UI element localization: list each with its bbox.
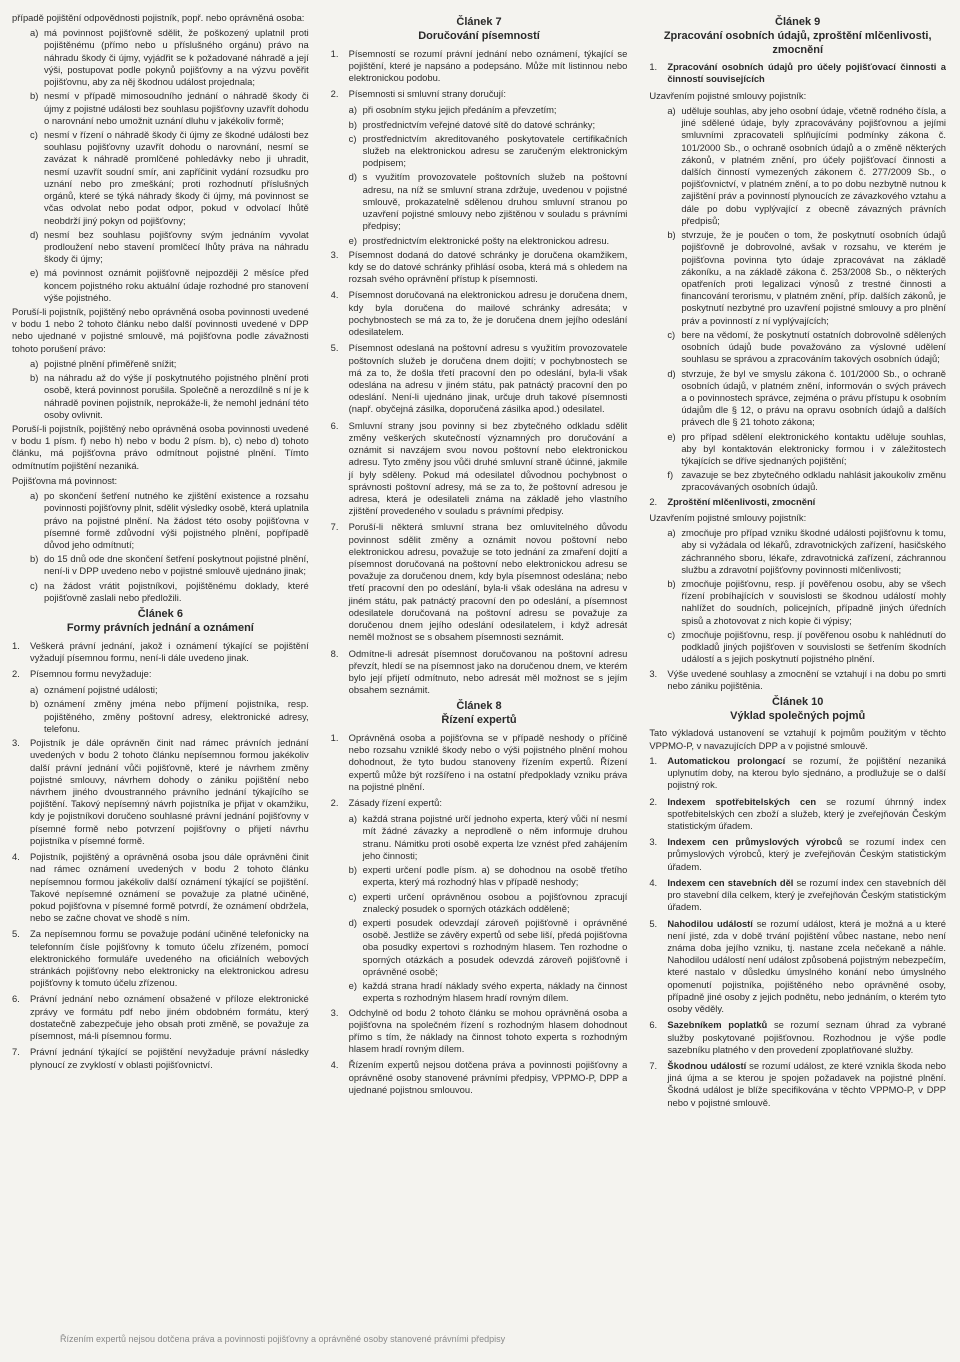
section: 4. Pojistník, pojištěný a oprávněná osoba jsou dále oprávněni činit nad rámec oznámení uvedených v bodu 2 tohoto článku nepísemnou formou jakékoliv další oznámení týkající se pojištění. Takové nepísemné oznámení se považuje za platné učiněné, pokud pojišťovna v písemné formě potvrdí, že oznámení obdržela, nebo se začne chovat ve shodě s ním. <box>12 851 309 924</box>
section: 3. Písemnost dodaná do datové schránky je doručena okamžikem, kdy se do datové schránky přihlásí osoba, která má s ohledem na rozsah svého oprávnění přístup k písemnosti. <box>330 248 628 285</box>
list-item: d) nesmí bez souhlasu pojišťovny svým jednáním vyvolat prodloužení nebo stavení promlčecí lhůty práva na náhradu škody či újmy; <box>30 228 309 265</box>
list-item: d) experti posudek odevzdají zároveň pojišťovně i oprávněné osobě. Jestliže se závěry expertů od sebe liší, předá pojišťovna oba posudky expertovi s rozhodným hlasem. Ten rozhodne o sporných otázkách a posudek odevzdá zároveň pojišťovně i oprávněné osobě; <box>348 917 628 977</box>
text-columns <box>12 12 946 1312</box>
page-footer: Řízením expertů nejsou dotčena práva a povinnosti pojišťovny a oprávněné osoby stanovené právními předpisy <box>60 1334 506 1344</box>
list-item: b) do 15 dnů ode dne skončení šetření poskytnout pojistné plnění, není-li v DPP uvedeno nebo v pojistné smlouvě ujednáno jinak; <box>30 553 309 577</box>
list-item: b) prostřednictvím veřejné datové sítě do datové schránky; <box>348 118 596 130</box>
article-7-heading: Článek 7 Doručování písemností <box>418 16 540 42</box>
section: 3. Výše uvedené souhlasy a zmocnění se vztahují i na dobu po smrti nebo zániku pojištěnia. <box>649 667 947 691</box>
paragraph: Poruší-li pojistník, pojištěný nebo oprávněná osoba povinnosti uvedené v bodu 1 písm. f) nebo h) nebo v bodu 2 písm. b), c) nebo d) tohoto článku, má pojišťovna právo odmítnout pojistné plnění. Tímto odmítnutím pojištění nezaniká. <box>12 423 309 471</box>
definition: 4. Indexem cen stavebních děl se rozumí index cen stavebních děl pro stavební díla celkem, který je zveřejňován Českým statistickým úřadem. <box>649 876 947 913</box>
definition: 3. Indexem cen průmyslových výrobců se rozumí index cen průmyslových výrobců, který je zveřejňován Českým statistickým úřadem. <box>649 836 947 872</box>
list-item: a) zmocňuje pro případ vzniku škodné události pojišťovnu k tomu, aby si vyžádala od lékařů, zdravotnických zařízení, hasičského záchranného sboru, lékaře, zdravotnická zařízení, záchrannou službu a zdravotní pojišťovny povinnosti mlčenlivosti; <box>667 527 947 575</box>
section: 3. Odchylně od bodu 2 tohoto článku se mohou oprávněná osoba a pojišťovna na společném řízení s rozhodným hlasem dohodnout přímo s tím, že náklady na činnost tohoto experta s rozhodným hlasem hradí rovným dílem. <box>330 1006 628 1055</box>
section: 5. Písemnost odeslaná na poštovní adresu s využitím provozovatele poštovních služeb je doručena dnem dojití; v pochybnostech se má za to, že došla třetí pracovní den po odeslání, byla-li však odeslána na adresu v jiném státu, pak patnáctý pracovní den po odeslání. Není-li ujednáno jinak, určuje druh takové písemnosti (např. obyčejná zásilka, doporučená zásilka apod.) odesilatel. <box>330 342 628 415</box>
section: 7. Poruší-li některá smluvní strana bez omluvitelného důvodu povinnost sdělit změny a oznámit novou poštovní nebo elektronickou adresu, považuje se toto jednání za zmaření dojití a písemnost doručovaná na poštovní nebo elektronickou adresu se považuje za doručenou dnem, kdy byla písemnost odeslána; nebo třetí pracovní den po odeslání, byla-li však odeslána na adresu v jiném státu, pak patnáctý pracovní den po odeslání, a písemnost odesilatele doručovaná na poštovní adresu se považuje za doručenou dnem jejího odeslání odesilatelem, i když adresát neměl možnost se s obsahem písemnosti seznámit. <box>330 521 628 643</box>
list-item: b) nesmí v případě mimosoudního jednání o náhradě škody či újmy z pojistné události bez souhlasu pojišťovny uzavřít dohodu o narovnání nebo umožnit uznání dluhu v jakékoliv formě; <box>30 90 309 126</box>
section: 5. Za nepísemnou formu se považuje podání učiněné telefonicky na telefonním čísle pojišťovny k tomuto účelu zřízeném, pomocí elektronického formuláře uvedeného na oficiálních webových stránkách pojišťovny nebo elektronicky na elektronickou adresu pojišťovny k tomuto účelu zřízenou. <box>12 928 309 989</box>
list-item: d) stvrzuje, že byl ve smyslu zákona č. 101/2000 Sb., o ochraně osobních údajů, v platném znění, informován o svých právech a o povinnostech správce, zejména o právu přístupu k osobním údajům dle § 12, o právu na opravu osobních údajů a dalších právech dle § 21 tohoto zákona; <box>667 367 947 428</box>
list-item: a) má povinnost pojišťovně sdělit, že poškozený uplatnil proti pojištěnému (přímo nebo u příslušného orgánu) právo na náhradu škody či újmy, vyjádřit se k požadované náhradě a její výši, postupovat podle pokynů pojišťovny a na výzvu pověřit pojišťovnu, aby za něj škodnou událost projednala; <box>30 27 309 88</box>
list-item: a) každá strana pojistné určí jednoho experta, který vůči ní nesmí mít žádné závazky a neprodleně o něm informuje druhou stranu. Námitku proti osobě experta lze vznést před zahájením jeho činnosti; <box>348 813 628 861</box>
section: 1. Oprávněná osoba a pojišťovna se v případě neshody o příčině nebo rozsahu vzniklé škody nebo o výši pojistného plnění mohou dohodnout, že tyto budou stanoveny řízením expertů. Řízení expertů může být rozšířeno i na ostatní předpoklady vzniku práva na pojistné plnění. <box>330 731 628 792</box>
article-10-heading: Článek 10 Výklad společných pojmů <box>730 695 866 722</box>
paragraph: Uzavřením pojistné smlouvy pojistník: <box>649 511 807 523</box>
definition: 1. Automatickou prolongací se rozumí, že pojištění nezaniká uplynutím doby, na kterou bylo sjednáno, a prodlužuje se o další pojistný rok. <box>649 754 947 791</box>
paragraph: Pojišťovna má povinnost: <box>12 474 118 486</box>
list-item: a) pojistné plnění přiměřeně snížit; <box>30 357 177 369</box>
article-8-heading: Článek 8 Řízení expertů <box>441 700 517 727</box>
definition: 5. Nahodilou událostí se rozumí událost, která je možná a u které není jisté, zda v době trvání pojištění vůbec nastane, nebo není známa doba jejího vzniku, tj. nastane zcela nečekaně a náhle. Nahodilou událostí není událost způsobená pojistným nebezpečím, které nastalo v důsledku úmyslného konání nebo úmyslného opomenutí pojistníka, pojištěného nebo oprávněné osoby, případně jiné osoby z jejich podnětu, nebo jednáním, o kterém tyto osoby věděly. <box>649 917 947 1015</box>
list-item: c) bere na vědomí, že poskytnutí ostatních dobrovolně sdělených osobních údajů bude považováno za výslovné udělení souhlasu se správou a zpracováním takových osobních údajů; <box>667 328 947 365</box>
list-item: c) zmocňuje pojišťovnu, resp. jí pověřenou osobu k nahlédnutí do podkladů jiných pojišťoven v souvislosti se šetřením škodních událostí a s jejich poskytnutí pojistného plnění. <box>667 628 947 665</box>
list-item: c) experti určení oprávněnou osobou a pojišťovnou zpracují znalecký posudek o sporných otázkách odděleně; <box>348 890 628 914</box>
definition: 7. Škodnou událostí se rozumí událost, ze které vznikla škoda nebo jiná újma a se kterou je spojen požadavek na pojistné plnění. Škodná událost je blíže specifikována v těchto VPPMO-P, v DPP nebo v pojistné smlouvě. <box>649 1059 947 1108</box>
section: 2. Písemnou formu nevyžaduje: <box>12 668 152 679</box>
section: 2. Zproštění mlčenlivosti, zmocnění <box>649 495 816 507</box>
list-item: b) na náhradu až do výše jí poskytnutého pojistného plnění proti osobě, která povinnost porušila. Společně a nerozdílně s ní je k náhradě povinen pojistník, neprokáže-li, že nemohl jednání této osoby ovlivnit. <box>30 372 309 420</box>
section: 4. Písemnost doručovaná na elektronickou adresu je doručena dnem, kdy byla doručena do mailové schránky adresáta; v pochybnostech se má za to, že je doručena dnem jejího odeslání odesilatelem. <box>330 289 628 338</box>
paragraph: Uzavřením pojistné smlouvy pojistník: <box>649 89 807 101</box>
section: 2. Zásady řízení expertů: <box>330 797 442 809</box>
definition: 2. Indexem spotřebitelských cen se rozumí úhrnný index spotřebitelských cen zboží a služeb, který je zveřejňován Českým statistickým úřadem. <box>649 795 947 831</box>
column-2 <box>331 12 628 1312</box>
list-item: b) oznámení změny jména nebo příjmení pojistníka, resp. pojištěného, změny poštovní adresy, elektronické adresy, telefonu. <box>30 698 309 734</box>
list-item: b) experti určení podle písm. a) se dohodnou na osobě třetího experta, který má rozhodný hlas v případě neshody; <box>348 864 628 888</box>
section: 7. Právní jednání týkající se pojištění nevyžaduje právní následky plynoucí ze zvyklostí v oblasti pojišťovnictví. <box>12 1046 309 1070</box>
section: 8. Odmítne-li adresát písemnost doručovanou na poštovní adresu převzít, hledí se na písemnost jako na doručenou dnem, ve kterém bylo její přijetí odmítnuto, nebo adresát měl možnost se s jejím obsahem seznámit. <box>330 647 628 696</box>
paragraph: Tato výkladová ustanovení se vztahují k pojmům použitým v těchto VPPMO-P, v navazujících DPP a v pojistné smlouvě. <box>649 727 947 751</box>
section: 2. Písemnosti si smluvní strany doručují: <box>330 88 507 100</box>
list-item: b) stvrzuje, že je poučen o tom, že poskytnutí osobních údajů pojišťovně je dobrovolné, avšak v rozsahu, ve kterém je pojišťovna povinna tyto údaje zpracovávat na základě zákoníku, a na základě zákona č. 253/2008 Sb., o některých opatřeních proti legalizaci výnosů z trestné činnosti a financování terorismu, v platném znění, příp. dalších zákonů, je poskytnutí nezbytné pro uzavření pojistné smlouvy a pro plnění práv a povinností z ní vyplývajících; <box>667 229 947 326</box>
section: 6. Smluvní strany jsou povinny si bez zbytečného odkladu sdělit změny veškerých skutečností významných pro doručování a oznámit si navzájem svou novou poštovní nebo elektronickou adresu. Tyto změny jsou vůči druhé smluvní straně účinné, jakmile jí byly sděleny. Pokud má odesilatel důvodnou pochybnost o správnosti poštovní adresy, má se za to, že poštovní adresou je adresa, která je odesilateli známa na základě jeho vlastního zjištění provedeného v souladu s právními předpisy. <box>330 419 628 517</box>
section: 1. Písemností se rozumí právní jednání nebo oznámení, týkající se pojištění, které je napsáno a podepsáno. Může mít listinnou nebo elektronickou podobu. <box>330 47 628 83</box>
column-3 <box>649 12 946 1312</box>
section: 1. Veškerá právní jednání, jakož i oznámení týkající se pojištění vyžadují písemnou formu, není-li dále uvedeno jinak. <box>12 639 309 663</box>
list-item: c) prostřednictvím akreditovaného poskytovatele certifikačních služeb na elektronickou adresu se zaručeným elektronickým podpisem; <box>348 132 628 169</box>
section: 3. Pojistník je dále oprávněn činit nad rámec právních jednání uvedených v bodu 2 tohoto článku nepísemnou formou jakékoliv další právní jednání vůči pojišťovně, které je návrhem změny pojistné smlouvy, návrhem dohody o zániku pojištění nebo návrhem jiného dvoustranného právního jednání týkajícího se pojištění. Takový nepísemný návrh pojistníka je přijat v okamžiku, kdy je pojistníkovi doručeno souhlasné právní jednání pojišťovny v písemné formě nebo potvrzení pojišťovny o přijetí návrhu pojistníka v písemné formě. <box>12 737 309 846</box>
section: 1. Zpracování osobních údajů pro účely pojišťovací činnosti a činností souvisejících <box>649 61 947 85</box>
list-item: a) po skončení šetření nutného ke zjištění existence a rozsahu povinnosti pojišťovny plnit, sdělit výsledky osobě, která uplatnila právo na pojistné plnění. Na žádost této osoby pojišťovna v písemné formě zdůvodní výši pojistného plnění, popřípadě důvod jeho odmítnutí; <box>30 490 309 550</box>
section: 4. Řízením expertů nejsou dotčena práva a povinnosti pojišťovny a oprávněné osoby stanovené právními předpisy, VPPMO-P, DPP a ujednané pojistnou smlouvou. <box>330 1059 628 1095</box>
list-item: a) uděluje souhlas, aby jeho osobní údaje, včetně rodného čísla, a jiné sdělené údaje, byly zpracovávány pojišťovnou a jejími smluvními zpracovateli splňujícími podmínky zákona č. 101/2000 Sb., o ochraně osobních údajů a o změně některých zákonů, v platném znění, pro účely pojišťovací činnosti a dalších činností vymezených zákonem č. 277/2009 Sb., o pojišťovnictví, v platném znění, a to po dobu nezbytně nutnou k zajištění práv a povinností plynoucích ze závazkového vztahu a dále po dobu vyplývající z obecně závazných právních předpisů; <box>667 104 947 226</box>
list-item: c) na žádost vrátit pojistníkovi, pojištěnému doklady, které pojišťovně zaslali nebo předložili. <box>30 579 309 603</box>
list-item: a) při osobním styku jejich předáním a převzetím; <box>348 104 557 116</box>
definition: 6. Sazebníkem poplatků se rozumí seznam úhrad za vybrané služby poskytované pojišťovnou. Rozhodnou je výše podle sazebníku platného v den provedení zpoplatňované služby. <box>649 1019 947 1055</box>
list-item: f) zavazuje se bez zbytečného odkladu nahlásit jakoukoliv změnu zpracovávaných osobních údajů. <box>667 469 947 493</box>
article-9-heading: Článek 9 Zpracování osobních údajů, zproštění mlčenlivosti, zmocnění <box>663 16 932 56</box>
column-1 <box>12 12 309 1312</box>
list-item: e) každá strana hradí náklady svého experta, náklady na činnost experta s rozhodným hlasem hradí rovným dílem. <box>348 980 628 1004</box>
list-item: e) pro případ sdělení elektronického kontaktu uděluje souhlas, aby byl kontaktován elektronicky formou i v záležitostech týkajících se dříve sjednaných pojištění; <box>667 430 947 467</box>
list-item: c) nesmí v řízení o náhradě škody či újmy ze škodné události bez souhlasu pojišťovny uzavřít dohodu o narovnání, nesmí se zavázat k náhradě promlčené pohledávky nebo ji uhradit, nesmí uzavřít soudní smír, ani zapříčinit vydání rozsudku pro uznání nebo pro zmeškání; proti rozhodnutí příslušných orgánů, které se týká náhrady škody či újmy, má povinnost se včas odvolat nebo podat odpor, pokud v odvolací lhůtě neobdrží jiný pokyn od pojišťovny; <box>30 128 309 226</box>
list-item: e) prostřednictvím elektronické pošty na elektronickou adresu. <box>348 234 610 246</box>
list-item: d) s využitím provozovatele poštovních služeb na poštovní adresu, na níž se smluvní strana zdržuje, uvedenou v pojistné smlouvě, prokazatelně sdělenou druhou smluvní stranou po uzavření pojistné smlouvy nebo zjištěnou v souladu s právními předpisy; <box>348 171 628 232</box>
list-item: b) zmocňuje pojišťovnu, resp. jí pověřenou osobu, aby se všech řízení probíhajících v souvislosti se škodnou událostí mohly nahlížet do soudních, policejních, případně jiných úředních spisů a zhotovovat z nich kopie či výpisy; <box>667 578 947 626</box>
section: 6. Právní jednání nebo oznámení obsažené v příloze elektronické zprávy ve formátu pdf nebo jiném obdobném formátu, který dostatečně zabezpečuje jeho obsah proti změně, se považuje za písemnost, má-li písemnou formu. <box>12 993 309 1042</box>
list-item: e) má povinnost oznámit pojišťovně nejpozději 2 měsíce před koncem pojistného roku aktuální údaje rozhodné pro stanovení výše pojistného. <box>30 267 309 303</box>
intro-text: případě pojištění odpovědnosti pojistník, popř. nebo oprávněná osoba: <box>12 12 305 23</box>
article-6-heading: Článek 6 Formy právních jednání a oznámení <box>66 608 254 634</box>
list-item: a) oznámení pojistné události; <box>30 684 158 696</box>
paragraph: Poruší-li pojistník, pojištěný nebo oprávněná osoba povinnosti uvedené v bodu 1 nebo 2 tohoto článku nebo další povinnosti uvedené v DPP nebo ujednané v pojistné smlouvě, má pojišťovna podle závažnosti tohoto porušení právo: <box>12 306 309 354</box>
